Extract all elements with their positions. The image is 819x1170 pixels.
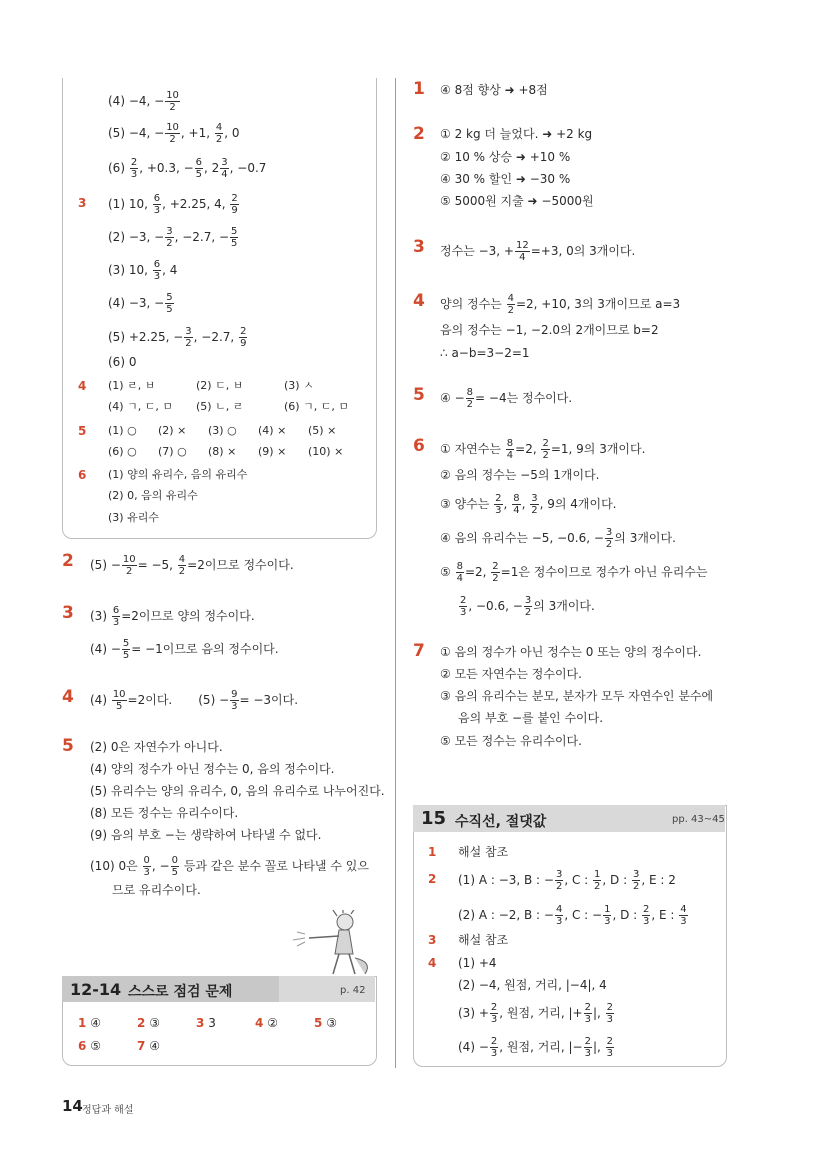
box-line-5: (5) −4, − $\frac{10}{2}$ , +1, $\frac{4}{2}$ , 0 <box>108 122 240 145</box>
section-15-question-number: 3 <box>428 933 437 947</box>
column-divider <box>395 78 396 1068</box>
fraction: $\frac{5}{5}$ <box>122 638 130 661</box>
answer-6-line: ③ 양수는 $\frac{2}{3}$ , $\frac{8}{4}$ , $\frac{3}{2}$ , 9의 4개이다. <box>440 493 617 516</box>
self-check-title: 스스로 점검 문제 <box>128 984 233 1000</box>
answer-5-line: 므로 유리수이다. <box>112 883 201 897</box>
answer-2-line: ④ 30 % 할인 ➜ −30 % <box>440 172 571 186</box>
box-line-4: (4) −4, − $\frac{10}{2}$ <box>108 90 179 113</box>
fraction: $\frac{0}{5}$ <box>171 855 178 878</box>
fraction: $\frac{3}{2}$ <box>185 326 192 349</box>
check-answer: 5 ③ <box>314 1016 337 1030</box>
q6-line: (3) 유리수 <box>108 511 159 524</box>
box-question-number: 3 <box>78 196 87 210</box>
answer-5-line: (2) 0은 자연수가 아니다. <box>90 740 223 754</box>
check-answer: 2 ③ <box>137 1016 160 1030</box>
check-answer: 1 ④ <box>78 1016 101 1030</box>
fraction: $\frac{4}{3}$ <box>680 904 687 927</box>
answer-number: 4 <box>413 291 425 311</box>
fraction: $\frac{6}{5}$ <box>195 157 203 180</box>
answer-6-line: ⑤ $\frac{8}{4}$ =2, $\frac{2}{2}$ =1은 정수이므로 정수가 아닌 유리수는 <box>440 561 708 584</box>
fraction: $\frac{2}{3}$ <box>643 904 650 927</box>
q5-cell: (4) × <box>258 424 287 437</box>
fraction: $\frac{2}{3}$ <box>584 1002 591 1025</box>
fraction: $\frac{8}{4}$ <box>456 561 463 584</box>
fraction: $\frac{3}{2}$ <box>555 869 563 892</box>
fraction: $\frac{1}{2}$ <box>594 869 601 892</box>
page-number: 14 <box>62 1097 83 1115</box>
q5-cell: (10) × <box>308 445 344 458</box>
section-15-answer: (2) −4, 원점, 거리, |−4|, 4 <box>458 978 607 992</box>
answer-number: 3 <box>413 237 425 257</box>
fraction: $\frac{3}{2}$ <box>166 226 173 249</box>
fraction: $\frac{10}{2}$ <box>166 90 179 113</box>
fraction: $\frac{10}{2}$ <box>122 554 136 577</box>
q5-cell: (9) × <box>258 445 287 458</box>
q5-cell: (8) × <box>208 445 237 458</box>
fraction: $\frac{4}{2}$ <box>178 554 186 577</box>
fraction: $\frac{9}{3}$ <box>231 689 238 712</box>
answer-2-line: ① 2 kg 더 늘었다. ➜ +2 kg <box>440 127 593 141</box>
answer-4: (4) $\frac{10}{5}$ =2이다. (5) − $\frac{9}{3}$ = −3이다. <box>90 689 299 712</box>
self-check-pages: p. 42 <box>340 985 366 996</box>
fraction: $\frac{3}{2}$ <box>632 869 640 892</box>
fraction: $\frac{2}{3}$ <box>495 493 502 516</box>
q4-cell: (2) ㄷ, ㅂ <box>196 379 244 392</box>
section-15-question-number: 2 <box>428 872 437 886</box>
q5-cell: (3) ○ <box>208 424 237 437</box>
box-line-3-5: (5) +2.25, − $\frac{3}{2}$ , −2.7, $\frac{2}{9}$ <box>108 326 247 349</box>
answer-7-line: ⑤ 모든 정수는 유리수이다. <box>440 734 582 748</box>
answer-3: 정수는 −3, + $\frac{12}{4}$ =+3, 0의 3개이다. <box>440 240 636 263</box>
page-label: 정답과 해설 <box>82 1105 134 1116</box>
fraction: $\frac{2}{2}$ <box>542 438 549 461</box>
answer-number: 2 <box>62 551 74 571</box>
fraction: $\frac{6}{3}$ <box>153 259 161 282</box>
q5-cell: (5) × <box>308 424 337 437</box>
answer-number: 5 <box>62 736 74 756</box>
box-question-number: 5 <box>78 424 87 438</box>
answer-5-line: (10) 0은 $\frac{0}{3}$ , − $\frac{0}{5}$ 등과 같은 분수 꼴로 나타낼 수 있으 <box>90 855 369 878</box>
answer-7-line: ③ 음의 유리수는 분모, 분자가 모두 자연수인 분수에 <box>440 689 714 703</box>
answer-7-line: ① 음의 정수가 아닌 정수는 0 또는 양의 정수이다. <box>440 645 702 659</box>
answer-5-line: (9) 음의 부호 −는 생략하여 나타낼 수 없다. <box>90 828 322 842</box>
answer-6-line: ② 음의 정수는 −5의 1개이다. <box>440 468 600 482</box>
fraction: $\frac{2}{3}$ <box>606 1036 614 1059</box>
box-line-6: (6) $\frac{2}{3}$ , +0.3, − $\frac{6}{5}$ , 2 $\frac{3}{4}$ , −0.7 <box>108 157 267 180</box>
answer-7-line: ② 모든 자연수는 정수이다. <box>440 667 582 681</box>
answer-number: 6 <box>413 436 425 456</box>
fraction: $\frac{6}{3}$ <box>153 193 161 216</box>
answer-number: 5 <box>413 385 425 405</box>
box-line-3-2: (2) −3, − $\frac{3}{2}$ , −2.7, − $\frac{5}{5}$ <box>108 226 238 249</box>
box-line-3-6: (6) 0 <box>108 355 137 369</box>
section-15-answer: (4) − $\frac{2}{3}$ , 원점, 거리, |− $\frac{2}{3}$ |, $\frac{2}{3}$ <box>458 1036 614 1059</box>
q4-cell: (3) ㅅ <box>284 379 314 392</box>
check-answer: 7 ④ <box>137 1039 160 1053</box>
check-answer: 3 3 <box>196 1016 216 1030</box>
answer-3-line-1: (3) $\frac{6}{3}$ =2이므로 양의 정수이다. <box>90 605 255 628</box>
fraction: $\frac{4}{3}$ <box>555 904 563 927</box>
fraction: $\frac{5}{5}$ <box>166 292 173 315</box>
self-check-code: 12-14 <box>70 980 122 999</box>
fraction: $\frac{2}{3}$ <box>490 1002 498 1025</box>
fraction: $\frac{3}{2}$ <box>531 493 538 516</box>
box-line-3-4: (4) −3, − $\frac{5}{5}$ <box>108 292 173 315</box>
answer-5-line: (4) 양의 정수가 아닌 정수는 0, 음의 정수이다. <box>90 762 335 776</box>
section-15-answer: (1) A : −3, B : − $\frac{3}{2}$ , C : $\frac{1}{2}$ , D : $\frac{3}{2}$ , E : 2 <box>458 869 676 892</box>
answer-4-line: 양의 정수는 $\frac{4}{2}$ =2, +10, 3의 3개이므로 a=3 <box>440 293 681 316</box>
q6-line: (2) 0, 음의 유리수 <box>108 489 198 502</box>
section-15-answer: 해설 참조 <box>458 933 509 947</box>
fraction: $\frac{3}{2}$ <box>605 527 613 550</box>
fraction: $\frac{4}{2}$ <box>215 122 223 145</box>
answer-5-line: (5) 유리수는 양의 유리수, 0, 음의 유리수로 나누어진다. <box>90 784 385 798</box>
answer-6-line: ① 자연수는 $\frac{8}{4}$ =2, $\frac{2}{2}$ =1, 9의 3개이다. <box>440 438 646 461</box>
answer-number: 2 <box>413 124 425 144</box>
answer-5: ④ − $\frac{8}{2}$ = −4는 정수이다. <box>440 387 573 410</box>
fraction: $\frac{8}{4}$ <box>506 438 514 461</box>
answer-1: ④ 8점 향상 ➜ +8점 <box>440 83 548 97</box>
q5-cell: (6) ○ <box>108 445 137 458</box>
section-15-number: 15 <box>421 808 447 829</box>
check-answer: 6 ⑤ <box>78 1039 101 1053</box>
q5-cell: (7) ○ <box>158 445 187 458</box>
answer-3-line-2: (4) − $\frac{5}{5}$ = −1이므로 음의 정수이다. <box>90 638 279 661</box>
fraction: $\frac{8}{2}$ <box>466 387 474 410</box>
fraction: $\frac{12}{4}$ <box>515 240 529 263</box>
section-15-answer: (2) A : −2, B : − $\frac{4}{3}$ , C : − $\frac{1}{3}$ , D : $\frac{2}{3}$ , E : $\frac{4}{3}$ <box>458 904 687 927</box>
fraction: $\frac{3}{4}$ <box>221 157 228 180</box>
fraction: $\frac{6}{3}$ <box>112 605 120 628</box>
box-question-number: 4 <box>78 379 87 393</box>
section-15-answer: (3) + $\frac{2}{3}$ , 원점, 거리, |+ $\frac{2}{3}$ |, $\frac{2}{3}$ <box>458 1002 614 1025</box>
answer-number: 7 <box>413 641 425 661</box>
answer-2-line: ⑤ 5000원 지출 ➜ −5000원 <box>440 194 594 208</box>
answer-6-line: ④ 음의 유리수는 −5, −0.6, − $\frac{3}{2}$ 의 3개이다. <box>440 527 676 550</box>
fraction: $\frac{2}{3}$ <box>130 157 138 180</box>
fraction: $\frac{2}{3}$ <box>606 1002 614 1025</box>
fraction: $\frac{10}{2}$ <box>166 122 179 145</box>
q4-cell: (4) ㄱ, ㄷ, ㅁ <box>108 400 173 413</box>
q4-cell: (5) ㄴ, ㄹ <box>196 400 244 413</box>
q5-cell: (1) ○ <box>108 424 137 437</box>
fraction: $\frac{1}{3}$ <box>604 904 611 927</box>
character-illustration <box>285 910 375 978</box>
q5-cell: (2) × <box>158 424 187 437</box>
answer-4-line: ∴ a−b=3−2=1 <box>440 346 530 360</box>
answer-7-line: 음의 부호 −를 붙인 수이다. <box>458 711 604 725</box>
answer-4-line: 음의 정수는 −1, −2.0의 2개이므로 b=2 <box>440 323 659 337</box>
fraction: $\frac{8}{4}$ <box>513 493 520 516</box>
fraction: $\frac{10}{5}$ <box>112 689 126 712</box>
answer-2-line: ② 10 % 상승 ➜ +10 % <box>440 150 571 164</box>
box-question-number: 6 <box>78 468 87 482</box>
answer-number: 1 <box>413 79 425 99</box>
box-line-3-3: (3) 10, $\frac{6}{3}$ , 4 <box>108 259 178 282</box>
section-15-answer: (1) +4 <box>458 956 497 970</box>
fraction: $\frac{3}{2}$ <box>524 595 532 618</box>
q6-line: (1) 양의 유리수, 음의 유리수 <box>108 468 248 481</box>
fraction: $\frac{5}{5}$ <box>231 226 238 249</box>
q4-cell: (1) ㄹ, ㅂ <box>108 379 156 392</box>
fraction: $\frac{2}{9}$ <box>240 326 247 349</box>
box-line-3-1: (1) 10, $\frac{6}{3}$ , +2.25, 4, $\frac{2}{9}$ <box>108 193 238 216</box>
answer-number: 4 <box>62 687 74 707</box>
q4-cell: (6) ㄱ, ㄷ, ㅁ <box>284 400 349 413</box>
answer-6-line: $\frac{2}{3}$ , −0.6, − $\frac{3}{2}$ 의 3개이다. <box>460 595 595 618</box>
fraction: $\frac{2}{3}$ <box>490 1036 498 1059</box>
fraction: $\frac{2}{9}$ <box>231 193 238 216</box>
fraction: $\frac{0}{3}$ <box>143 855 150 878</box>
section-15-pages: pp. 43~45 <box>672 814 725 825</box>
fraction: $\frac{2}{3}$ <box>584 1036 591 1059</box>
answer-5-line: (8) 모든 정수는 유리수이다. <box>90 806 239 820</box>
section-15-question-number: 1 <box>428 845 437 859</box>
check-answer: 4 ② <box>255 1016 278 1030</box>
section-15-answer: 해설 참조 <box>458 845 509 859</box>
answer-2: (5) − $\frac{10}{2}$ = −5, $\frac{4}{2}$ =2이므로 정수이다. <box>90 554 294 577</box>
section-15-question-number: 4 <box>428 956 437 970</box>
fraction: $\frac{4}{2}$ <box>507 293 514 316</box>
answer-number: 3 <box>62 603 74 623</box>
section-15-title: 수직선, 절댓값 <box>455 814 547 830</box>
fraction: $\frac{2}{2}$ <box>492 561 499 584</box>
fraction: $\frac{2}{3}$ <box>460 595 467 618</box>
